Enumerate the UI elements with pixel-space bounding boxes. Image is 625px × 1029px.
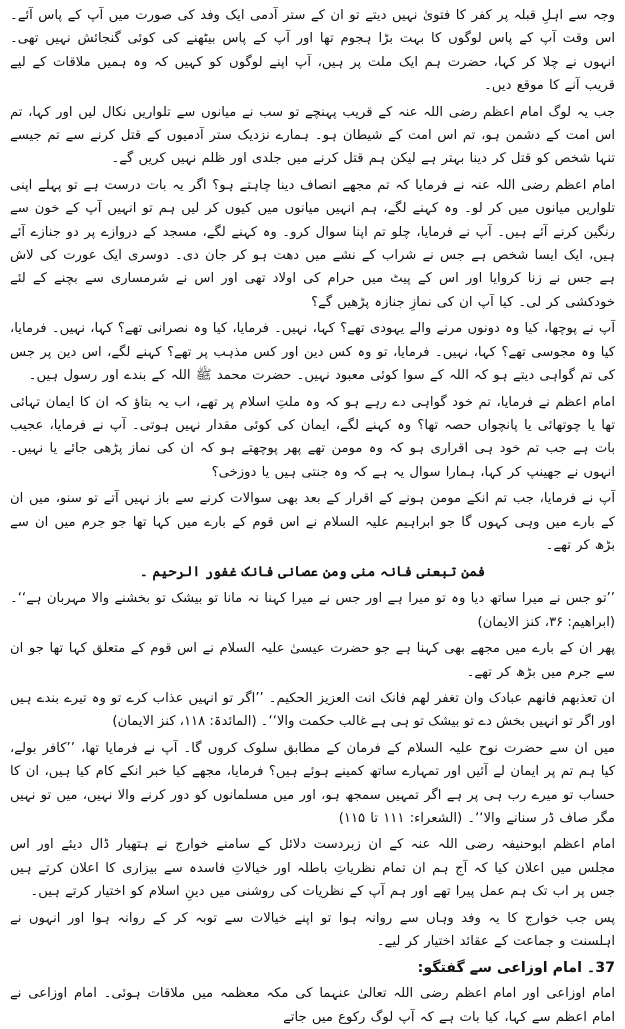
paragraph-khawarij-repent: امام اعظم ابوحنیفہ رضی اللہ عنہ کے ان زبردست دلائل کے سامنے خوارج نے ہتھیار ڈال دیئے اور اس مجلس میں اعلان کیا کہ آج ہم ان تمام نظریاتِ باطلہ اور خیالاتِ فاسدہ سے بیزاری کا اعلان کرتے ہیں جس پر اب تک ہم عمل پیرا تھے اور ہم آپ کے نظریات کی روشنی میں دینِ اسلام کو اختیار کرتے ہیں۔ [10,837,615,900]
arabic-verse-ibrahim: فمن تبعنی فانہ منی ومن عصانی فانک غفور الرحیم ۔ [139,564,486,581]
section-title: امام اوزاعی سے گفتگو: [417,960,582,977]
paragraph-ibrahim-reply: آپ نے فرمایا، جب تم انکے مومن ہونے کے اقرار کے بعد بھی سوالات کرنے سے باز نہیں آتے تو سنو، میں ان کے بارے میں وہی کہوں گا جو ابراہیم علیہ السلام نے اس قوم کے بارے میں کہا تھا جو جرم میں ان سے بڑھ کر تھے۔ [10,491,615,553]
verse-maidah: ان تعذبھم فانھم عبادک وان تغفر لھم فانک انت العزیز الحکیم۔ ’’اگر تو انہیں عذاب کرے تو وہ تیرے بندے ہیں اور اگر تو انہیں بخش دے تو بیشک تو ہی ہے غالب حکمت والا‘‘۔ (المائدۃ: ۱۱۸، کنز الایمان) [10,690,615,730]
paragraph-ahlesunnat: پس جب خوارج کا یہ وفد وہاں سے روانہ ہوا تو اپنے خیالات سے توبہ کر کے روانہ ہوا اور انہوں نے اہلسنت و جماعت کے عقائد اختیار کر لیے۔ [10,910,615,950]
paragraph-religion-question: آپ نے پوچھا، کیا وہ دونوں مرنے والے یہودی تھے؟ کہا، نہیں۔ فرمایا، کیا وہ نصرانی تھے؟ کہا، نہیں۔ فرمایا، کیا وہ مجوسی تھے؟ کہا، نہیں۔ فرمایا، تو وہ کس دین اور کس مذہب پر تھے؟ کہنے لگے، اس دین پر جس کی تم گواہی دیتے ہو کہ اللہ کے سوا کوئی معبود نہیں۔ حضرت محمد ﷺ اللہ کے بندے اور رسول ہیں۔ [10,321,615,384]
section-number: 37۔ [586,960,615,977]
paragraph-khawarij-delegation: وجہ سے اہلِ قبلہ پر کفر کا فتویٰ نہیں دیتے تو ان کے ستر آدمی ایک وفد کی صورت میں آپ کے پاس آئے۔ اس وقت آپ کے پاس لوگوں کا بہت بڑا ہجوم تھا اور آپ کے پاس بیٹھنے کی کوئی گنجائش نہیں تھی۔ انہوں نے چلا کر کہا، حضرت ہم ایک ملت پر ہیں، آپ اپنے لوگوں کو کہیں کہ وہ ہمیں ملاقات کے لیے قریب آنے کا موقع دیں۔ [10,8,615,94]
paragraph-faith-measure: امام اعظم نے فرمایا، تم خود گواہی دے رہے ہو کہ وہ ملتِ اسلام پر تھے، اب یہ بتاؤ کہ ان کا ایمان تہائی تھا یا چوتھائی یا پانچواں حصہ تھا؟ وہ کہنے لگے، ایمان کی کوئی مقدار نہیں ہوتی۔ آپ نے فرمایا، عجیب بات ہے جب تم خود ہی اقراری ہو کہ وہ مومن تھے پھر پوچھتے ہو کہ ان کی نماز پڑھی جائے یا نہیں۔ انہوں نے جھینپ کر کہا، ہمارا سوال یہ ہے کہ وہ جنتی ہیں یا دوزخی؟ [10,394,615,480]
translation-ibrahim: ’’تو جس نے میرا ساتھ دیا وہ تو میرا ہے اور جس نے میرا کہنا نہ مانا تو بیشک تو بخشنے والا مہربان ہے‘‘۔ (ابراھیم: ۳۶، کنز الایمان) [10,591,615,630]
paragraph-funeral-question: امام اعظم رضی اللہ عنہ نے فرمایا کہ تم مجھے انصاف دینا چاہتے ہو؟ اگر یہ بات درست ہے تو پہلے اپنی تلواریں میانوں میں کر لو۔ وہ کہنے لگے، ہم انہیں میانوں میں کیوں کر لیں ہم تو انہیں آپ کے خون سے رنگین کرنے آئے ہیں۔ آپ نے فرمایا، چلو تم اپنا سوال کرو۔ وہ کہنے لگے، مسجد کے دروازے پر دو جنازے آئے ہیں، ایک ایسا شخص ہے جس نے شراب کے نشے میں دھت ہو کر جان دی۔ دوسری ایک عورت کی لاش ہے جس نے زنا کروایا اور اس کے پیٹ میں حرام کی اولاد تھی اور اس نے شرمساری سے بچنے کے لئے خودکشی کر لی۔ کیا آپ ان کی نمازِ جنازہ پڑھیں گے؟ [10,177,615,310]
paragraph-isa-reply: پھر ان کے بارے میں مجھے بھی کہنا ہے جو حضرت عیسیٰ علیہ السلام نے اس قوم کے متعلق کہا تھا جو ان سے جرم میں بڑھ کر تھے۔ [10,641,615,680]
paragraph-nuh-reply: میں ان سے حضرت نوح علیہ السلام کے فرمان کے مطابق سلوک کروں گا۔ آپ نے فرمایا تھا، ’’کافر بولے، کیا ہم تم پر ایمان لے آئیں اور تمہارے ساتھ کمینے ہوئے ہیں؟ فرمایا، مجھے کیا خبر انکے کام کیا ہیں، ان کا حساب تو میرے رب ہی پر ہے اگر تمہیں سمجھ ہو، اور میں مسلمانوں کو دور کرنے والا نہیں، میں تو نہیں مگر صاف ڈر سنانے والا‘‘۔ (الشعراء: ۱۱۱ تا ۱۱۵) [10,740,615,826]
paragraph-awzai-meeting: امام اوزاعی اور امام اعظم رضی اللہ تعالیٰ عنہما کی مکہ معظمہ میں ملاقات ہوئی۔ امام اوزاعی نے امام اعظم سے کہا، کیا بات ہے کہ آپ لوگ رکوع میں جاتے [10,986,615,1025]
paragraph-swords-drawn: جب یہ لوگ امام اعظم رضی اللہ عنہ کے قریب پہنچے تو سب نے میانوں سے تلواریں نکال لیں اور کہا، تم اس امت کے دشمن ہو، تم اس امت کے شیطان ہو۔ ہمارے نزدیک ستر آدمیوں کے قتل کرنے سے تم جیسے تنہا شخص کو قتل کر دینا بہتر ہے لیکن ہم قتل کرنے میں جلدی اور ظلم نہیں کریں گے۔ [10,104,615,167]
section-heading [10,956,615,980]
